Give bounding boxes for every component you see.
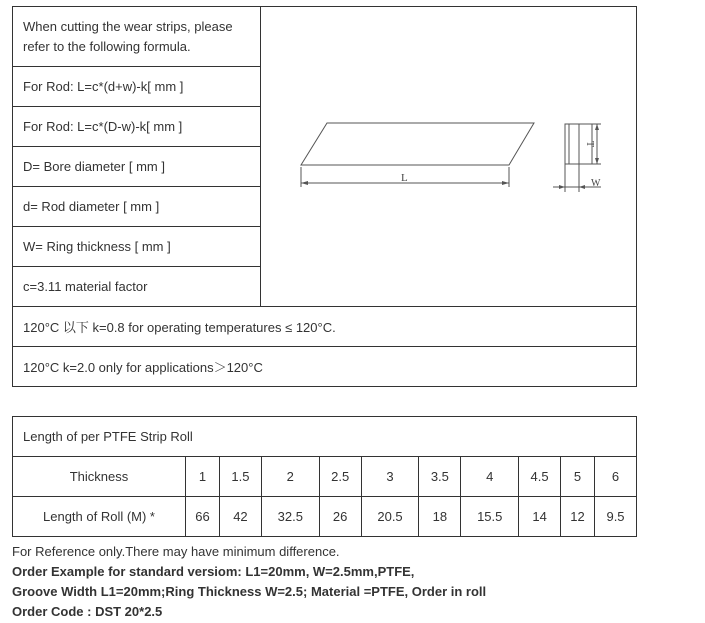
rod-formula-2: For Rod: L=c*(D-w)-k[ mm ] — [13, 107, 261, 147]
length-label: L — [401, 172, 408, 184]
thickness-label: T — [584, 141, 595, 148]
order-code: Order Code : DST 20*2.5 — [12, 604, 163, 619]
length-header: Length of Roll (M) * — [13, 497, 186, 537]
thickness-cell: 2 — [261, 457, 319, 497]
formula-table — [12, 6, 637, 387]
thickness-cell: 4.5 — [519, 457, 561, 497]
length-cell: 14 — [519, 497, 561, 537]
thickness-cell: 3.5 — [419, 457, 461, 497]
thickness-cell: 6 — [595, 457, 637, 497]
length-cell: 15.5 — [461, 497, 519, 537]
thickness-cell: 5 — [561, 457, 595, 497]
strip-diagram-cell — [261, 7, 637, 307]
order-example-line-2: Groove Width L1=20mm;Ring Thickness W=2.5; Material =PTFE, Order in roll — [12, 584, 487, 599]
rod-formula-1: For Rod: L=c*(d+w)-k[ mm ] — [13, 67, 261, 107]
length-cell: 18 — [419, 497, 461, 537]
order-example-line-1: Order Example for standard versiom: L1=20mm, W=2.5mm,PTFE, — [12, 564, 415, 579]
thickness-cell: 1.5 — [219, 457, 261, 497]
bore-definition: D= Bore diameter [ mm ] — [13, 147, 261, 187]
ring-definition: W= Ring thickness [ mm ] — [13, 227, 261, 267]
roll-length-table — [12, 416, 637, 537]
reference-note: For Reference only.There may have minimum difference. — [12, 544, 340, 559]
thickness-cell: 1 — [186, 457, 220, 497]
thickness-cell: 3 — [361, 457, 419, 497]
wear-strip-diagram — [261, 7, 636, 312]
notes-block — [12, 542, 702, 622]
thickness-header: Thickness — [13, 457, 186, 497]
length-cell: 26 — [319, 497, 361, 537]
roll-table-caption: Length of per PTFE Strip Roll — [13, 417, 637, 457]
length-cell: 9.5 — [595, 497, 637, 537]
material-factor: c=3.11 material factor — [13, 267, 261, 307]
temp-low-note: 120°C 以下 k=0.8 for operating temperatures ≤ 120°C. — [13, 307, 637, 347]
length-cell: 66 — [186, 497, 220, 537]
temp-high-note: 120°C k=2.0 only for applications＞120°C — [13, 347, 637, 387]
cross-section — [569, 124, 579, 164]
length-cell: 42 — [219, 497, 261, 537]
rod-definition: d= Rod diameter [ mm ] — [13, 187, 261, 227]
length-cell: 20.5 — [361, 497, 419, 537]
strip-shape — [301, 123, 534, 165]
thickness-cell: 4 — [461, 457, 519, 497]
thickness-cell: 2.5 — [319, 457, 361, 497]
length-cell: 32.5 — [261, 497, 319, 537]
length-cell: 12 — [561, 497, 595, 537]
width-label: W — [591, 178, 601, 189]
intro-text: When cutting the wear strips, please refer to the following formula. — [13, 7, 261, 67]
